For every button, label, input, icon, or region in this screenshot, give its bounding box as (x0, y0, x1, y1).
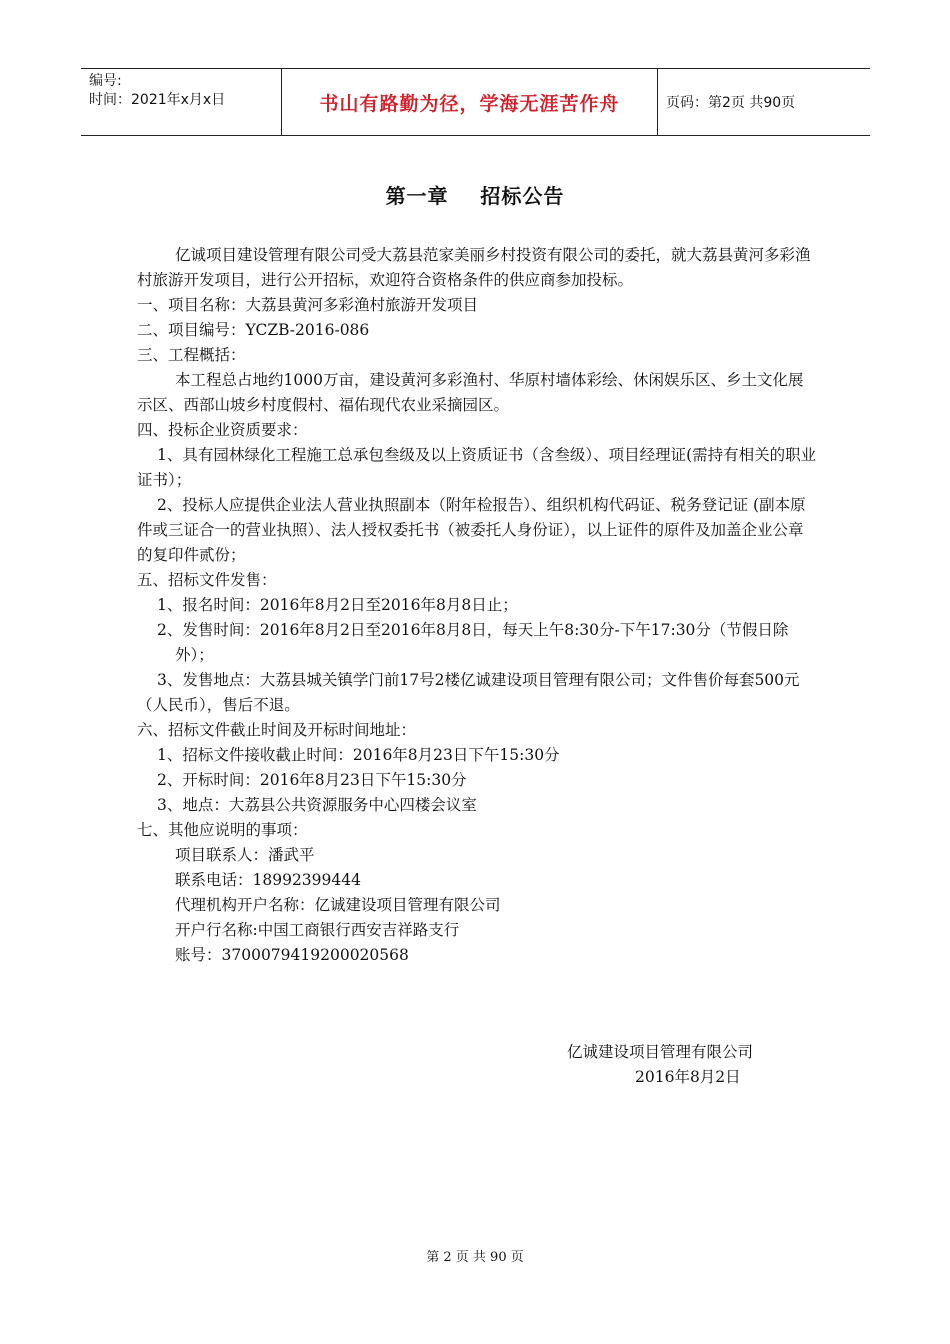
sale-item-3: 3、发售地点：大荔县城关镇学门前17号2楼亿诚建设项目管理有限公司；文件售价每套500元（人民币），售后不退。 (137, 671, 800, 714)
sale-item-1: 1、报名时间：2016年8月2日至2016年8月8日止； (157, 596, 518, 614)
bank-name: 开户行名称:中国工商银行西安吉祥路支行 (175, 921, 460, 939)
signature-company: 亿诚建设项目管理有限公司 (567, 1043, 754, 1061)
page-footer: 第 2 页 共 90 页 (426, 1250, 524, 1265)
document-body (137, 243, 817, 968)
section-project-name: 一、项目名称：大荔县黄河多彩渔村旅游开发项目 (137, 296, 479, 314)
intro-paragraph: 亿诚项目建设管理有限公司受大荔县范家美丽乡村投资有限公司的委托，就大荔县黄河多彩渔村旅游开发项目，进行公开招标，欢迎符合资格条件的供应商参加投标。 (137, 246, 811, 289)
document-time-label: 时间：2021年x月x日 (89, 92, 226, 108)
section-deadline-heading: 六、招标文件截止时间及开标时间地址： (137, 721, 417, 739)
account-number: 账号：3700079419200020568 (175, 946, 409, 964)
deadline-item-3: 3、地点：大荔县公共资源服务中心四楼会议室 (157, 796, 477, 814)
header-motto: 书山有路勤为径，学海无涯苦作舟 (282, 69, 658, 135)
section-project-number: 二、项目编号：YCZB-2016-086 (137, 321, 370, 339)
deadline-item-1: 1、招标文件接收截止时间：2016年8月23日下午15:30分 (157, 746, 560, 764)
contact-person: 项目联系人：潘武平 (175, 846, 315, 864)
qualification-item-2: 2、投标人应提供企业法人营业执照副本（附年检报告）、组织机构代码证、税务登记证 (副本原件或三证合一的营业执照）、法人授权委托书（被委托人身份证），以上证件的原件及加盖企业公章的复印件贰份； (137, 496, 806, 564)
section-other-heading: 七、其他应说明的事项： (137, 821, 308, 839)
header-page-info: 页码：第2页 共90页 (666, 95, 796, 111)
section-overview-heading: 三、工程概括： (137, 346, 246, 364)
chapter-title: 第一章 招标公告 (385, 184, 565, 208)
deadline-item-2: 2、开标时间：2016年8月23日下午15:30分 (157, 771, 467, 789)
page-header (81, 68, 870, 136)
signature-block (567, 1040, 753, 1090)
qualification-item-1: 1、具有园林绿化工程施工总承包叁级及以上资质证书（含叁级）、项目经理证(需持有相关的职业证书）； (137, 446, 817, 489)
signature-date: 2016年8月2日 (635, 1068, 741, 1086)
agency-account-name: 代理机构开户名称：亿诚建设项目管理有限公司 (175, 896, 501, 914)
contact-phone: 联系电话：18992399444 (175, 871, 361, 889)
section-sale-heading: 五、招标文件发售： (137, 571, 277, 589)
document-number-label: 编号: (89, 73, 122, 89)
section-overview-body: 本工程总占地约1000万亩，建设黄河多彩渔村、华原村墙体彩绘、休闲娱乐区、乡土文化展示区、西部山坡乡村度假村、福佑现代农业采摘园区。 (137, 371, 804, 414)
section-qualification-heading: 四、投标企业资质要求： (137, 421, 308, 439)
header-meta (81, 69, 282, 135)
sale-item-2: 2、发售时间：2016年8月2日至2016年8月8日，每天上午8:30分-下午17:30分（节假日除外）； (157, 621, 789, 664)
